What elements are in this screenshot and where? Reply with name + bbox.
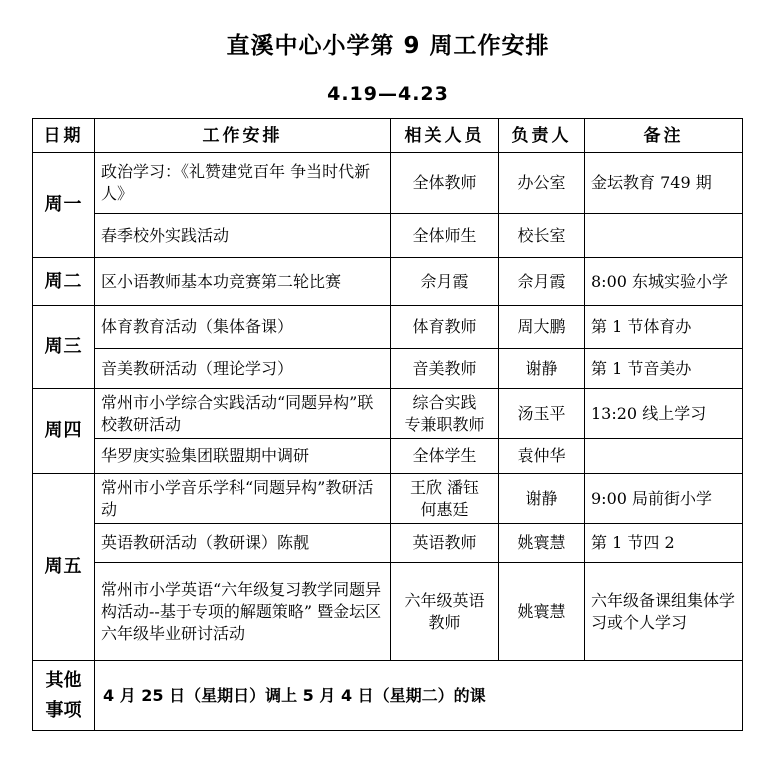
task-cell: 区小语教师基本功竞赛第二轮比赛 bbox=[95, 258, 391, 306]
task-cell: 华罗庚实验集团联盟期中调研 bbox=[95, 439, 391, 474]
task-cell: 体育教育活动（集体备课） bbox=[95, 306, 391, 349]
table-row bbox=[33, 306, 743, 349]
table-row bbox=[33, 349, 743, 389]
leader-cell: 周大鹏 bbox=[499, 306, 585, 349]
note-cell: 第 1 节四 2 bbox=[585, 524, 743, 563]
leader-cell: 谢静 bbox=[499, 474, 585, 524]
note-cell bbox=[585, 439, 743, 474]
leader-cell: 校长室 bbox=[499, 214, 585, 258]
staff-cell: 六年级英语教师 bbox=[391, 563, 499, 661]
note-cell: 第 1 节体育办 bbox=[585, 306, 743, 349]
table-row bbox=[33, 258, 743, 306]
table-row bbox=[33, 153, 743, 214]
header-staff: 相关人员 bbox=[391, 119, 499, 153]
day-cell: 周五 bbox=[33, 474, 95, 661]
staff-cell: 综合实践 专兼职教师 bbox=[391, 389, 499, 439]
schedule-table bbox=[32, 118, 743, 731]
other-text: 4 月 25 日（星期日）调上 5 月 4 日（星期二）的课 bbox=[95, 661, 743, 731]
leader-cell: 姚寰慧 bbox=[499, 563, 585, 661]
staff-cell: 王欣 潘钰 何惠廷 bbox=[391, 474, 499, 524]
note-cell bbox=[585, 214, 743, 258]
other-label: 其他 事项 bbox=[33, 661, 95, 731]
other-row bbox=[33, 661, 743, 731]
table-row bbox=[33, 474, 743, 524]
header-row bbox=[33, 119, 743, 153]
staff-cell: 音美教师 bbox=[391, 349, 499, 389]
header-task: 工作安排 bbox=[95, 119, 391, 153]
leader-cell: 袁仲华 bbox=[499, 439, 585, 474]
note-cell: 8:00 东城实验小学 bbox=[585, 258, 743, 306]
day-cell: 周一 bbox=[33, 153, 95, 258]
note-cell: 金坛教育 749 期 bbox=[585, 153, 743, 214]
day-cell: 周三 bbox=[33, 306, 95, 389]
table-row bbox=[33, 439, 743, 474]
task-cell: 音美教研活动（理论学习） bbox=[95, 349, 391, 389]
staff-cell: 全体教师 bbox=[391, 153, 499, 214]
leader-cell: 汤玉平 bbox=[499, 389, 585, 439]
day-cell: 周四 bbox=[33, 389, 95, 474]
note-cell: 9:00 局前街小学 bbox=[585, 474, 743, 524]
note-cell: 13:20 线上学习 bbox=[585, 389, 743, 439]
day-cell: 周二 bbox=[33, 258, 95, 306]
note-cell: 第 1 节音美办 bbox=[585, 349, 743, 389]
table-row bbox=[33, 563, 743, 661]
task-cell: 常州市小学英语“六年级复习教学同题异构活动--基于专项的解题策略” 暨金坛区六年级毕业研讨活动 bbox=[95, 563, 391, 661]
task-cell: 英语教研活动（教研课）陈靓 bbox=[95, 524, 391, 563]
table-row bbox=[33, 389, 743, 439]
leader-cell: 佘月霞 bbox=[499, 258, 585, 306]
leader-cell: 谢静 bbox=[499, 349, 585, 389]
leader-cell: 办公室 bbox=[499, 153, 585, 214]
note-cell: 六年级备课组集体学习或个人学习 bbox=[585, 563, 743, 661]
task-cell: 常州市小学综合实践活动“同题异构”联校教研活动 bbox=[95, 389, 391, 439]
table-row bbox=[33, 214, 743, 258]
page-title: 直溪中心小学第 9 周工作安排 bbox=[226, 33, 550, 59]
task-cell: 春季校外实践活动 bbox=[95, 214, 391, 258]
header-date: 日期 bbox=[33, 119, 95, 153]
date-range: 4.19—4.23 bbox=[327, 83, 449, 105]
header-leader: 负责人 bbox=[499, 119, 585, 153]
staff-cell: 全体学生 bbox=[391, 439, 499, 474]
staff-cell: 全体师生 bbox=[391, 214, 499, 258]
header-note: 备注 bbox=[585, 119, 743, 153]
staff-cell: 佘月霞 bbox=[391, 258, 499, 306]
table-row bbox=[33, 524, 743, 563]
task-cell: 政治学习：《礼赞建党百年 争当时代新人》 bbox=[95, 153, 391, 214]
staff-cell: 英语教师 bbox=[391, 524, 499, 563]
task-cell: 常州市小学音乐学科“同题异构”教研活动 bbox=[95, 474, 391, 524]
staff-cell: 体育教师 bbox=[391, 306, 499, 349]
leader-cell: 姚寰慧 bbox=[499, 524, 585, 563]
